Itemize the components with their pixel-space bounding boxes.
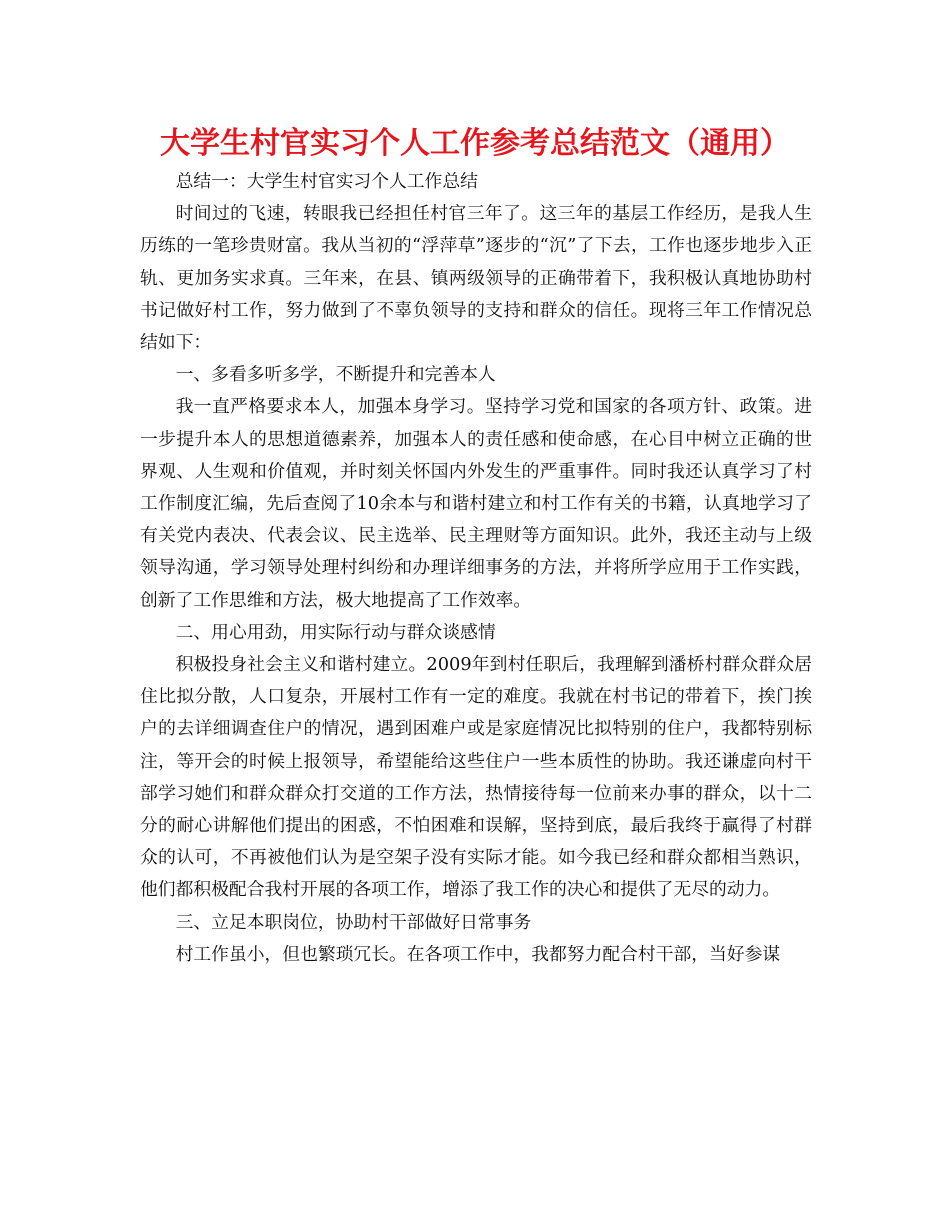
section-heading-1: 一、多看多听多学，不断提升和完善本人 <box>175 364 496 386</box>
document-body <box>140 166 812 971</box>
section-heading-2: 二、用心用劲，用实际行动与群众谈感情 <box>175 621 496 643</box>
body-paragraph: 时间过的飞速，转眼我已经担任村官三年了。这三年的基层工作经历，是我人生历练的一笔珍贵财富。我从当初的“浮萍草”逐步的“沉”了下去，工作也逐步地步入正轨、更加务实求真。三年来，在县、镇两级领导的正确带着下，我积极认真地协助村书记做好村工作，努力做到了不辜负领导的支持和群众的信任。现将三年工作情况总结如下： <box>140 203 812 354</box>
body-paragraph: 积极投身社会主义和谐村建立。2009年到村任职后，我理解到潘桥村群众群众居住比拟分散，人口复杂，开展村工作有一定的难度。我就在村书记的带着下，挨门挨户的去详细调查住户的情况，遇到困难户或是家庭情况比拟特别的住户，我都特别标注，等开会的时候上报领导，希望能给这些住户一些本质性的协助。我还谦虚向村干部学习她们和群众群众打交道的工作方法，热情接待每一位前来办事的群众，以十二分的耐心讲解他们提出的困惑，不怕困难和误解，坚持到底，最后我终于赢得了村群众的认可，不再被他们认为是空架子没有实际才能。如今我已经和群众都相当熟识，他们都积极配合我村开展的各项工作，增添了我工作的决心和提供了无尽的动力。 <box>140 654 812 901</box>
section-heading-3: 三、立足本职岗位，协助村干部做好日常事务 <box>175 911 532 933</box>
body-paragraph: 村工作虽小，但也繁琐冗长。在各项工作中，我都努力配合村干部，当好参谋 <box>175 943 781 965</box>
body-paragraph: 我一直严格要求本人，加强本身学习。坚持学习党和国家的各项方针、政策。进一步提升本人的思想道德素养，加强本人的责任感和使命感，在心目中树立正确的世界观、人生观和价值观，并时刻关怀国内外发生的严重事件。同时我还认真学习了村工作制度汇编，先后查阅了10余本与和谐村建立和村工作有关的书籍，认真地学习了有关党内表决、代表会议、民主选举、民主理财等方面知识。此外，我还主动与上级领导沟通，学习领导处理村纠纷和办理详细事务的方法，并将所学应用于工作实践，创新了工作思维和方法，极大地提高了工作效率。 <box>140 396 812 611</box>
section-heading-summary-1: 总结一：大学生村官实习个人工作总结 <box>175 171 478 192</box>
document-title: 大学生村官实习个人工作参考总结范文（通用） <box>160 126 790 161</box>
